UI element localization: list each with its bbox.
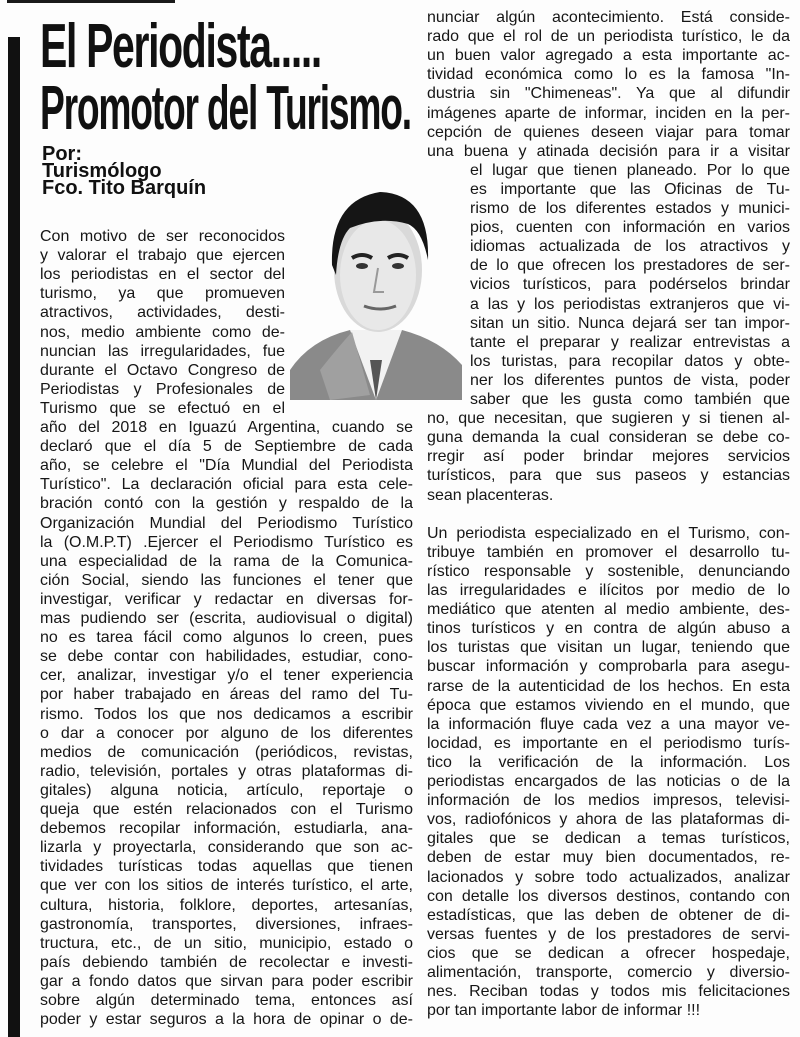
text-line: y valorar el trabajo que ejercen <box>40 247 285 265</box>
text-line: no es tarea fácil como algunos lo creen, pues <box>40 629 413 647</box>
text-line: tante el preparar y realizar entrevistas a <box>470 333 790 351</box>
text-line: imágenes aparte de informar, inciden en la per- <box>427 104 790 122</box>
text-line: idiomas actualizada de los atractivos y <box>470 238 790 256</box>
text-line: época que estamos viviendo en el mundo, que <box>427 696 790 714</box>
text-line: sobre algún determinado tema, entonces así <box>40 992 413 1009</box>
text-line: cultura, historia, folklore, deportes, artesanías, <box>40 896 413 914</box>
text-line: poder y estar seguros a la hora de opinar o de- <box>40 1011 413 1029</box>
text-line: país debiendo también de recolectar e investi- <box>40 953 413 971</box>
text-line: mediático que atenten al medio ambiente, des- <box>427 601 790 619</box>
text-line: alimentación, transporte, comercio y diversio- <box>427 964 790 981</box>
text-line: año del 2018 en Iguazú Argentina, cuando se <box>40 419 413 436</box>
text-line: lacionados y sobre todo actualizados, analizar <box>427 868 790 886</box>
text-line: rregir así poder brindar mejores servicios <box>427 448 790 466</box>
text-line: Turismo que se efectuó en el <box>40 399 285 417</box>
text-line: turismo, ya que promueven <box>40 285 285 303</box>
text-line: cer, analizar, investigar y/o el tener experiencia <box>40 667 413 685</box>
text-line: por tan importante labor de informar !!! <box>427 1002 701 1020</box>
text-line: estadísticas, que las deben de obtener de di- <box>427 906 790 924</box>
text-line: los periodistas en el sector del <box>40 266 285 284</box>
text-line: buscar información y comprobarla para asegu- <box>427 658 790 676</box>
text-line: deben de estar muy bien documentados, re- <box>427 849 790 867</box>
text-line: lizarla y proyectarla, considerando que son ac- <box>40 839 413 857</box>
text-line: no, que necesitan, que sugieren y si tienen al- <box>427 410 790 428</box>
text-line: ción Social, siendo las funciones el tener que <box>40 571 413 589</box>
text-line: queja que estén relacionados con el Turismo <box>40 801 413 818</box>
text-line: el lugar que tienen planeado. Por lo que <box>470 161 790 179</box>
text-line: turísticos, para que sus paseos y estancias <box>427 467 790 485</box>
text-line: bración contó con la gestión y respaldo de la <box>40 495 413 513</box>
text-line: gar a fondo datos que sirvan para poder escribir <box>40 972 413 990</box>
text-line: la información fluye cada vez a una mayor ve- <box>427 715 790 733</box>
text-line: gitales) alguna noticia, artículo, reportaje o <box>40 781 413 799</box>
text-line: gastronomía, transportes, diversiones, infraes- <box>40 915 413 933</box>
text-line: año, se celebre el "Día Mundial del Periodista <box>40 457 413 475</box>
top-rule <box>7 0 175 3</box>
byline-author: Fco. Tito Barquín <box>42 177 207 199</box>
text-line: ner los diferentes puntos de vista, poder <box>470 371 790 389</box>
text-line: declaró que el día 5 de Septiembre de cada <box>40 438 413 456</box>
text-line: un buen valor agregado a esta importante ac- <box>427 47 790 65</box>
text-line: medios de comunicación (periódicos, revistas, <box>40 743 413 761</box>
text-line: tribuye también en promover el desarrollo tu- <box>427 543 790 561</box>
text-line: gitales que se dedican a temas turísticos, <box>427 830 790 848</box>
text-line: los turistas que visitan un lugar, teniendo que <box>427 639 790 657</box>
text-line: pios, cuenten con información en varios <box>470 219 790 237</box>
headline-line-1: El Periodista..... <box>40 12 321 81</box>
text-line: rismo. Todos los que nos dedicamos a escribir <box>40 705 413 723</box>
text-line: radio, televisión, portales y otras plataformas di- <box>40 762 413 780</box>
byline <box>42 143 207 199</box>
text-line: las irregularidades e ilícitos por medio de lo <box>427 582 790 599</box>
text-line: cios que se dedican a ofrecer hospedaje, <box>427 944 790 962</box>
byline-title: Turismólogo <box>42 160 162 182</box>
text-line: Turístico". La declaración oficial para esta cele- <box>40 476 413 494</box>
text-line: Organización Mundial del Periodismo Turístico <box>40 514 413 532</box>
text-line: los turistas, para recopilar datos y obte- <box>470 352 790 370</box>
text-line: nunciar algún acontecimiento. Está conside- <box>427 9 790 26</box>
text-line: rado que el rol de un periodista turístico, le da <box>427 28 790 46</box>
text-line: es importante que las Oficinas de Tu- <box>470 180 790 198</box>
text-line: sitan un sitio. Nunca dejará ser tan impor- <box>470 314 790 332</box>
text-line: tinos turísticos y en contra de algún abuso a <box>427 620 790 638</box>
text-line: Con motivo de ser reconocidos <box>40 228 285 245</box>
text-line: una buena y atinada decisión para ir a visitar <box>427 142 790 160</box>
text-line: o dar a conocer por alguno de los diferentes <box>40 724 413 742</box>
headline-line-2: Promotor del Turismo. <box>40 74 411 143</box>
text-line: rarse de la autenticidad de los hechos. En esta <box>427 677 790 695</box>
left-accent-bar <box>8 37 20 1037</box>
text-line: información de los medios impresos, televisi- <box>427 792 790 810</box>
text-line: cepción de quienes deseen viajar para tomar <box>427 123 790 141</box>
text-line: saber que les gusta como también que <box>470 391 790 408</box>
text-line: tividad económica como lo es la famosa "In- <box>427 66 790 84</box>
text-line: vos, radiofónicos y ahora de las plataformas di- <box>427 811 790 829</box>
byline-prefix: Por: <box>42 143 82 165</box>
text-line: rístico responsable y sostenible, denunciando <box>427 562 790 580</box>
text-line: versas fuentes y de los prestadores de servi- <box>427 925 790 943</box>
text-line: la (O.M.P.T) .Ejercer el Periodismo Turístico es <box>40 533 413 551</box>
text-line: que ver con los sitios de interés turístico, el arte, <box>40 877 413 895</box>
text-line: guna demanda la cual consideran se debe co- <box>427 429 790 447</box>
text-line: rismo de los diferentes estados y munici- <box>470 200 790 217</box>
text-line: sean placenteras. <box>427 486 554 504</box>
text-line: nes. Reciban todas y todos mis felicitaciones <box>427 983 790 1001</box>
text-line: periodistas encargados de las noticias o de la <box>427 773 790 790</box>
text-line: dustria sin "Chimeneas". Ya que al difundir <box>427 85 790 103</box>
text-line: por haber trabajado en áreas del ramo del Tu- <box>40 686 413 704</box>
text-line: vicios turísticos, para podérselos brindar <box>470 276 790 294</box>
text-line: se debe contar con habilidades, estudiar, cono- <box>40 648 413 666</box>
text-line: tructura, etc., de un sitio, municipio, estado o <box>40 934 413 952</box>
text-line: nuncian las irregularidades, fue <box>40 342 285 360</box>
text-line: durante el Octavo Congreso de <box>40 361 285 379</box>
text-line: Periodistas y Profesionales de <box>40 380 285 398</box>
text-line: Un periodista especializado en el Turismo, con- <box>427 524 790 542</box>
text-line: tividades turísticas todas aquellas que tienen <box>40 858 413 876</box>
text-line: locidad, es importante en el periodismo turís- <box>427 734 790 752</box>
text-line: atractivos, actividades, desti- <box>40 304 285 322</box>
text-line: una especialidad de la rama de la Comunica- <box>40 552 413 570</box>
text-line: investigar, verificar y redactar en diversas for- <box>40 590 413 608</box>
text-line: a las y los periodistas extranjeros que vi- <box>470 295 790 313</box>
text-line: debemos recopilar información, estudiarla, ana- <box>40 820 413 838</box>
author-portrait <box>290 180 462 400</box>
text-line: nos, medio ambiente como de- <box>40 323 285 341</box>
text-line: de lo que ofrecen los prestadores de ser- <box>470 257 790 275</box>
text-line: tico la verificación de la información. Los <box>427 753 790 771</box>
text-line: mas pudiendo ser (escrita, audiovisual o digital) <box>40 610 413 627</box>
text-line: con detalle los diversos destinos, contando con <box>427 887 790 905</box>
